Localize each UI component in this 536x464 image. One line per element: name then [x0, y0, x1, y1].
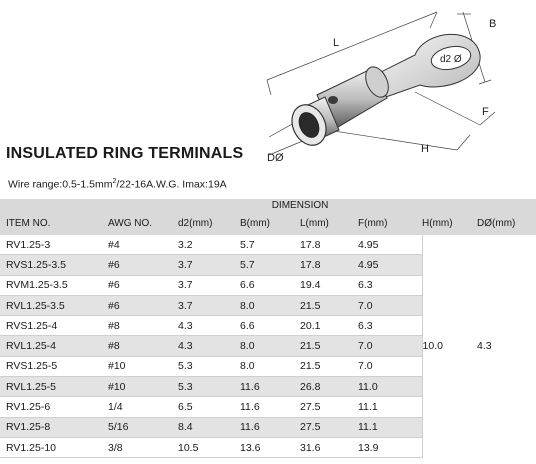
- cell-awg: 1/4: [108, 397, 178, 417]
- cell-d2: 3.7: [178, 255, 240, 275]
- cell-item-no: RVS1.25-5: [0, 356, 108, 376]
- cell-item-no: RVL1.25-3.5: [0, 295, 108, 315]
- cell-f: 6.3: [358, 275, 422, 295]
- cell-l: 17.8: [300, 255, 358, 275]
- cell-d2: 10.5: [178, 437, 240, 457]
- header-dimension: DIMENSION: [178, 199, 422, 212]
- header-row-dimension: [0, 199, 536, 212]
- cell-b: 5.7: [240, 235, 300, 255]
- header-l: L(mm): [300, 212, 358, 235]
- cell-f: 11.1: [358, 417, 422, 437]
- wire-spec-prefix: Wire range:0.5-1.5mm: [8, 178, 113, 191]
- wire-spec-suffix: /22-16A.W.G. Imax:19A: [116, 178, 227, 191]
- header-awg: AWG NO.: [108, 212, 178, 235]
- header-f: F(mm): [358, 212, 422, 235]
- cell-d2: 5.3: [178, 377, 240, 397]
- cell-f: 11.1: [358, 397, 422, 417]
- label-l: L: [333, 37, 340, 49]
- cell-l: 26.8: [300, 377, 358, 397]
- cell-f: 11.0: [358, 377, 422, 397]
- cell-d2: 3.7: [178, 275, 240, 295]
- cell-d2: 4.3: [178, 316, 240, 336]
- cell-awg: #6: [108, 275, 178, 295]
- cell-f: 7.0: [358, 336, 422, 356]
- cell-l: 27.5: [300, 417, 358, 437]
- cell-awg: #8: [108, 316, 178, 336]
- header-d: DØ(mm): [477, 212, 536, 235]
- cell-b: 11.6: [240, 397, 300, 417]
- cell-item-no: RVM1.25-3.5: [0, 275, 108, 295]
- cell-l: 21.5: [300, 295, 358, 315]
- cell-l: 19.4: [300, 275, 358, 295]
- cell-f: 4.95: [358, 255, 422, 275]
- cell-b: 11.6: [240, 377, 300, 397]
- cell-f: 6.3: [358, 316, 422, 336]
- cell-f: 13.9: [358, 437, 422, 457]
- label-h: H: [421, 143, 429, 155]
- cell-b: 13.6: [240, 437, 300, 457]
- ring-tongue: [375, 34, 480, 98]
- cell-item-no: RV1.25-3: [0, 235, 108, 255]
- label-b: B: [489, 18, 497, 30]
- cell-l: 31.6: [300, 437, 358, 457]
- cell-item-no: RVS1.25-4: [0, 316, 108, 336]
- header-d2: d2(mm): [178, 212, 240, 235]
- cell-awg: #6: [108, 295, 178, 315]
- cell-item-no: RV1.25-8: [0, 417, 108, 437]
- cell-d-common: 4.3: [477, 235, 536, 458]
- header-blank: [108, 199, 178, 212]
- header-blank: [422, 199, 477, 212]
- label-d: DØ: [267, 152, 284, 164]
- cell-d2: 4.3: [178, 336, 240, 356]
- page-title: INSULATED RING TERMINALS: [6, 145, 244, 162]
- header-blank: [477, 199, 536, 212]
- header-row-columns: [0, 212, 536, 235]
- cell-item-no: RV1.25-6: [0, 397, 108, 417]
- dimension-table: [0, 199, 536, 458]
- cell-item-no: RV1.25-10: [0, 437, 108, 457]
- cell-d2: 3.2: [178, 235, 240, 255]
- cell-l: 27.5: [300, 397, 358, 417]
- wire-spec-sup: 2: [112, 178, 117, 185]
- header-item-no: ITEM NO.: [0, 212, 108, 235]
- cell-item-no: RVS1.25-3.5: [0, 255, 108, 275]
- cell-awg: 5/16: [108, 417, 178, 437]
- cell-h-common: 10.0: [422, 235, 477, 458]
- cell-b: 6.6: [240, 316, 300, 336]
- cell-awg: #4: [108, 235, 178, 255]
- cell-awg: 3/8: [108, 437, 178, 457]
- cell-awg: #8: [108, 336, 178, 356]
- cell-awg: #10: [108, 377, 178, 397]
- cell-b: 5.7: [240, 255, 300, 275]
- cell-d2: 5.3: [178, 356, 240, 376]
- cell-b: 8.0: [240, 295, 300, 315]
- cell-l: 20.1: [300, 316, 358, 336]
- table-body: [0, 235, 536, 458]
- ring-terminal-drawing: [225, 0, 536, 180]
- cell-d2: 3.7: [178, 295, 240, 315]
- cell-d2: 6.5: [178, 397, 240, 417]
- cell-awg: #10: [108, 356, 178, 376]
- cell-d2: 8.4: [178, 417, 240, 437]
- cell-awg: #6: [108, 255, 178, 275]
- cell-item-no: RVL1.25-4: [0, 336, 108, 356]
- cell-l: 21.5: [300, 356, 358, 376]
- label-d2: d2 Ø: [440, 54, 462, 65]
- header-h: H(mm): [422, 212, 477, 235]
- cell-l: 17.8: [300, 235, 358, 255]
- cell-b: 6.6: [240, 275, 300, 295]
- cell-f: 4.95: [358, 235, 422, 255]
- cell-b: 11.6: [240, 417, 300, 437]
- header-blank: [0, 199, 108, 212]
- cell-item-no: RVL1.25-5: [0, 377, 108, 397]
- cell-b: 8.0: [240, 356, 300, 376]
- cell-f: 7.0: [358, 356, 422, 376]
- header-b: B(mm): [240, 212, 300, 235]
- label-f: F: [482, 106, 489, 118]
- cell-f: 7.0: [358, 295, 422, 315]
- wire-spec: [8, 178, 227, 191]
- cell-b: 8.0: [240, 336, 300, 356]
- cell-l: 21.5: [300, 336, 358, 356]
- table-row: [0, 235, 536, 255]
